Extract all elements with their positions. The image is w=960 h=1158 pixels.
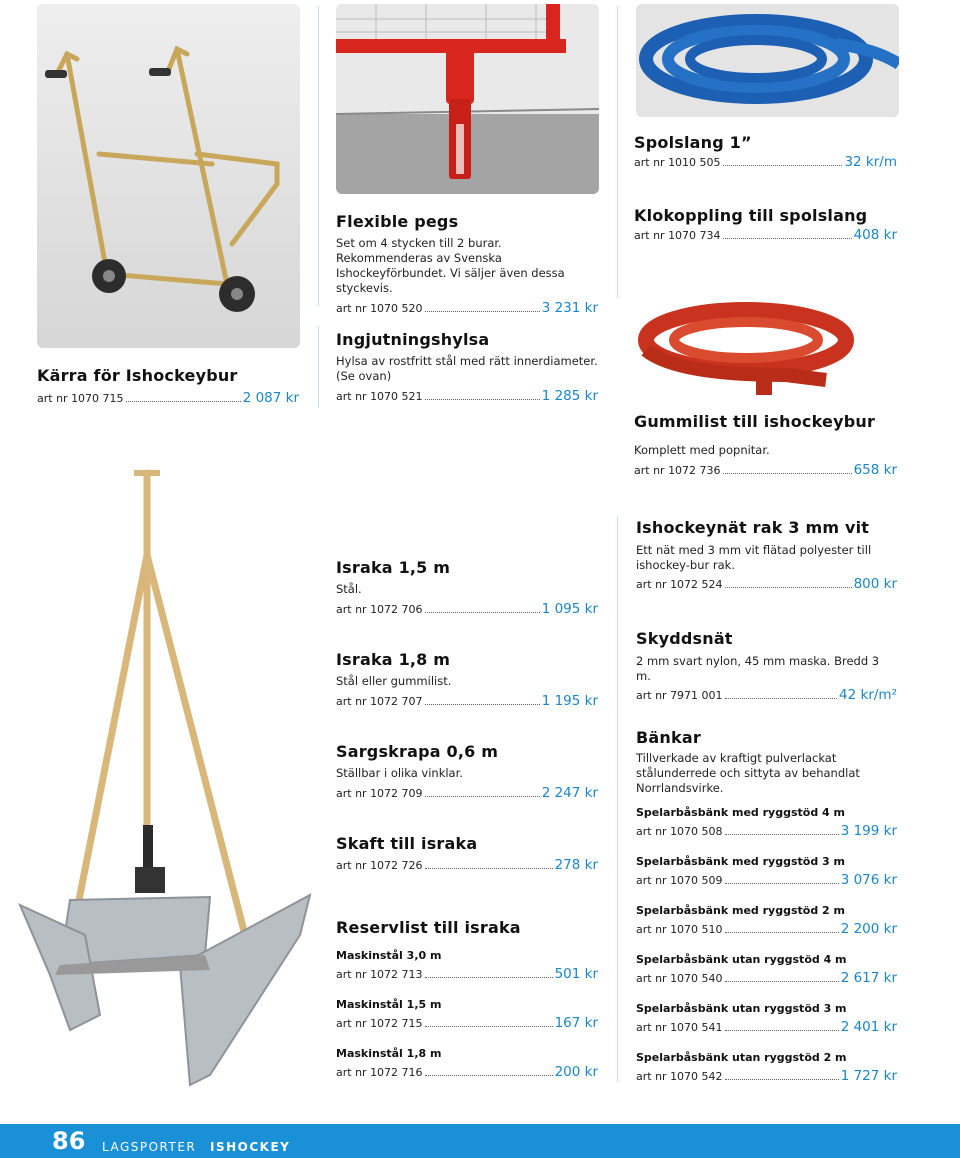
product-description: 2 mm svart nylon, 45 mm maska. Bredd 3 m. bbox=[636, 654, 880, 683]
product-title: Gummilist till ishockeybur bbox=[634, 412, 876, 431]
product-flexible-pegs bbox=[336, 212, 598, 316]
dot-leader bbox=[725, 981, 839, 982]
product-karra bbox=[37, 366, 299, 406]
price: 3 199 kr bbox=[840, 823, 897, 839]
price-row bbox=[636, 823, 897, 839]
product-skyddsnat bbox=[636, 629, 897, 703]
product-ishockeynat bbox=[636, 518, 897, 592]
price: 32 kr/m bbox=[844, 154, 897, 170]
art-number: art nr 1070 520 bbox=[336, 302, 423, 315]
art-number: art nr 1072 706 bbox=[336, 603, 423, 616]
pegs-photo bbox=[336, 4, 599, 194]
art-number: art nr 1070 715 bbox=[37, 392, 124, 405]
product-spolslang bbox=[634, 133, 897, 170]
price: 2 617 kr bbox=[840, 970, 897, 986]
price: 42 kr/m² bbox=[839, 687, 897, 703]
product-title: Kärra för Ishockeybur bbox=[37, 366, 238, 385]
price-row bbox=[336, 388, 598, 404]
dot-leader bbox=[725, 883, 839, 884]
divider bbox=[318, 326, 319, 408]
dot-leader bbox=[425, 612, 540, 613]
price-row bbox=[636, 687, 897, 703]
price-row bbox=[336, 693, 598, 709]
art-number: art nr 1072 736 bbox=[634, 464, 721, 477]
product-title: Sargskrapa 0,6 m bbox=[336, 742, 499, 761]
dot-leader bbox=[725, 932, 839, 933]
variant bbox=[636, 806, 897, 839]
art-number: art nr 1070 734 bbox=[634, 229, 721, 242]
art-number: art nr 7971 001 bbox=[636, 689, 723, 702]
price-row bbox=[634, 154, 897, 170]
art-number: art nr 1072 726 bbox=[336, 859, 423, 872]
product-note: (Se ovan) bbox=[336, 369, 392, 383]
price: 1 285 kr bbox=[541, 388, 598, 404]
dot-leader bbox=[425, 796, 540, 797]
art-number: art nr 1072 715 bbox=[336, 1017, 423, 1030]
price-row bbox=[336, 857, 598, 873]
dot-leader bbox=[425, 399, 540, 400]
price: 2 200 kr bbox=[840, 921, 897, 937]
dot-leader bbox=[725, 1079, 839, 1080]
product-skaft bbox=[336, 834, 598, 873]
footer-category: LAGSPORTER bbox=[102, 1140, 197, 1154]
hose-photo bbox=[636, 4, 899, 117]
price: 800 kr bbox=[853, 576, 897, 592]
price: 1 195 kr bbox=[541, 693, 598, 709]
price-row bbox=[37, 390, 299, 406]
price-row bbox=[636, 576, 897, 592]
product-title: Reservlist till israka bbox=[336, 918, 521, 937]
product-description: Set om 4 stycken till 2 burar. Rekommenderas av Svenska Ishockeyförbundet. Vi säljer även dessa styckevis. bbox=[336, 236, 565, 295]
dot-leader bbox=[725, 834, 839, 835]
dot-leader bbox=[425, 868, 553, 869]
divider bbox=[318, 6, 319, 306]
art-number: art nr 1072 713 bbox=[336, 968, 423, 981]
art-number: art nr 1070 540 bbox=[636, 972, 723, 985]
variant bbox=[636, 855, 897, 888]
ice-scraper-photo bbox=[10, 465, 320, 1105]
product-reservlist bbox=[336, 918, 598, 1080]
price-row bbox=[336, 966, 598, 982]
dot-leader bbox=[425, 977, 553, 978]
product-title: Skyddsnät bbox=[636, 629, 733, 648]
price-row bbox=[336, 300, 598, 316]
price-row bbox=[636, 921, 897, 937]
variant-name: Spelarbåsbänk utan ryggstöd 2 m bbox=[636, 1051, 847, 1064]
price-row bbox=[336, 1015, 598, 1031]
variant-name: Maskinstål 3,0 m bbox=[336, 949, 442, 962]
variant-name: Spelarbåsbänk utan ryggstöd 3 m bbox=[636, 1002, 847, 1015]
variant bbox=[336, 998, 598, 1031]
dot-leader bbox=[725, 1030, 839, 1031]
art-number: art nr 1072 524 bbox=[636, 578, 723, 591]
variant bbox=[636, 1051, 897, 1084]
dot-leader bbox=[425, 1026, 553, 1027]
price-row bbox=[336, 785, 598, 801]
variant-name: Spelarbåsbänk med ryggstöd 2 m bbox=[636, 904, 845, 917]
product-description: Tillverkade av kraftigt pulverlackat stålunderrede och sittyta av behandlat Norrlandsvirke. bbox=[636, 751, 860, 795]
price-row bbox=[634, 227, 897, 243]
product-bankar bbox=[636, 728, 897, 1084]
dot-leader bbox=[425, 1075, 553, 1076]
art-number: art nr 1070 510 bbox=[636, 923, 723, 936]
price: 3 076 kr bbox=[840, 872, 897, 888]
divider bbox=[617, 6, 618, 298]
product-title: Spolslang 1” bbox=[634, 133, 752, 152]
price-row bbox=[634, 462, 897, 478]
price: 2 247 kr bbox=[541, 785, 598, 801]
dot-leader bbox=[425, 704, 540, 705]
variant-name: Maskinstål 1,8 m bbox=[336, 1047, 442, 1060]
product-title: Israka 1,5 m bbox=[336, 558, 451, 577]
art-number: art nr 1072 716 bbox=[336, 1066, 423, 1079]
divider bbox=[617, 516, 618, 1082]
art-number: art nr 1010 505 bbox=[634, 156, 721, 169]
dot-leader bbox=[126, 401, 241, 402]
product-title: Klokoppling till spolslang bbox=[634, 206, 868, 225]
product-israka-18 bbox=[336, 650, 598, 709]
variant-name: Spelarbåsbänk med ryggstöd 3 m bbox=[636, 855, 845, 868]
variant bbox=[336, 949, 598, 982]
dot-leader bbox=[425, 311, 540, 312]
art-number: art nr 1070 542 bbox=[636, 1070, 723, 1083]
variant-name: Spelarbåsbänk utan ryggstöd 4 m bbox=[636, 953, 847, 966]
price: 200 kr bbox=[554, 1064, 598, 1080]
price: 1 727 kr bbox=[840, 1068, 897, 1084]
art-number: art nr 1070 509 bbox=[636, 874, 723, 887]
rubber-strip-photo bbox=[636, 300, 862, 400]
price: 167 kr bbox=[554, 1015, 598, 1031]
price: 658 kr bbox=[853, 462, 897, 478]
variant bbox=[636, 953, 897, 986]
price: 408 kr bbox=[853, 227, 897, 243]
page-footer bbox=[0, 1124, 960, 1158]
product-title: Flexible pegs bbox=[336, 212, 459, 231]
price-row bbox=[336, 1064, 598, 1080]
product-title: Ingjutningshylsa bbox=[336, 330, 490, 349]
product-israka-15 bbox=[336, 558, 598, 617]
price: 501 kr bbox=[554, 966, 598, 982]
product-sargskrapa bbox=[336, 742, 598, 801]
product-description: Stål eller gummilist. bbox=[336, 674, 452, 688]
product-gummilist bbox=[634, 412, 897, 478]
price: 2 401 kr bbox=[840, 1019, 897, 1035]
product-title: Bänkar bbox=[636, 728, 701, 747]
price-row bbox=[636, 1068, 897, 1084]
product-description: Komplett med popnitar. bbox=[634, 443, 770, 457]
page-number: 86 bbox=[52, 1127, 86, 1155]
product-klokoppling bbox=[634, 206, 897, 243]
art-number: art nr 1072 707 bbox=[336, 695, 423, 708]
dot-leader bbox=[725, 587, 852, 588]
variant bbox=[636, 904, 897, 937]
price: 1 095 kr bbox=[541, 601, 598, 617]
art-number: art nr 1072 709 bbox=[336, 787, 423, 800]
product-title: Israka 1,8 m bbox=[336, 650, 451, 669]
art-number: art nr 1070 541 bbox=[636, 1021, 723, 1034]
product-title: Skaft till israka bbox=[336, 834, 478, 853]
art-number: art nr 1070 508 bbox=[636, 825, 723, 838]
price-row bbox=[636, 872, 897, 888]
product-description: Ett nät med 3 mm vit flätad polyester till ishockey-bur rak. bbox=[636, 543, 872, 572]
cart-photo bbox=[37, 4, 300, 348]
product-description: Hylsa av rostfritt stål med rätt innerdiameter. bbox=[336, 354, 598, 368]
price-row bbox=[636, 970, 897, 986]
dot-leader bbox=[725, 698, 837, 699]
variant-name: Maskinstål 1,5 m bbox=[336, 998, 442, 1011]
variant bbox=[636, 1002, 897, 1035]
dot-leader bbox=[723, 238, 852, 239]
price: 3 231 kr bbox=[541, 300, 598, 316]
art-number: art nr 1070 521 bbox=[336, 390, 423, 403]
product-description: Stål. bbox=[336, 582, 362, 596]
dot-leader bbox=[723, 473, 852, 474]
variant-name: Spelarbåsbänk med ryggstöd 4 m bbox=[636, 806, 845, 819]
product-ingjutningshylsa bbox=[336, 330, 598, 404]
variant bbox=[336, 1047, 598, 1080]
price-row bbox=[336, 601, 598, 617]
dot-leader bbox=[723, 165, 843, 166]
price: 278 kr bbox=[554, 857, 598, 873]
product-description: Ställbar i olika vinklar. bbox=[336, 766, 463, 780]
footer-section: ISHOCKEY bbox=[210, 1140, 291, 1154]
price-row bbox=[636, 1019, 897, 1035]
product-title: Ishockeynät rak 3 mm vit bbox=[636, 518, 870, 537]
price: 2 087 kr bbox=[242, 390, 299, 406]
